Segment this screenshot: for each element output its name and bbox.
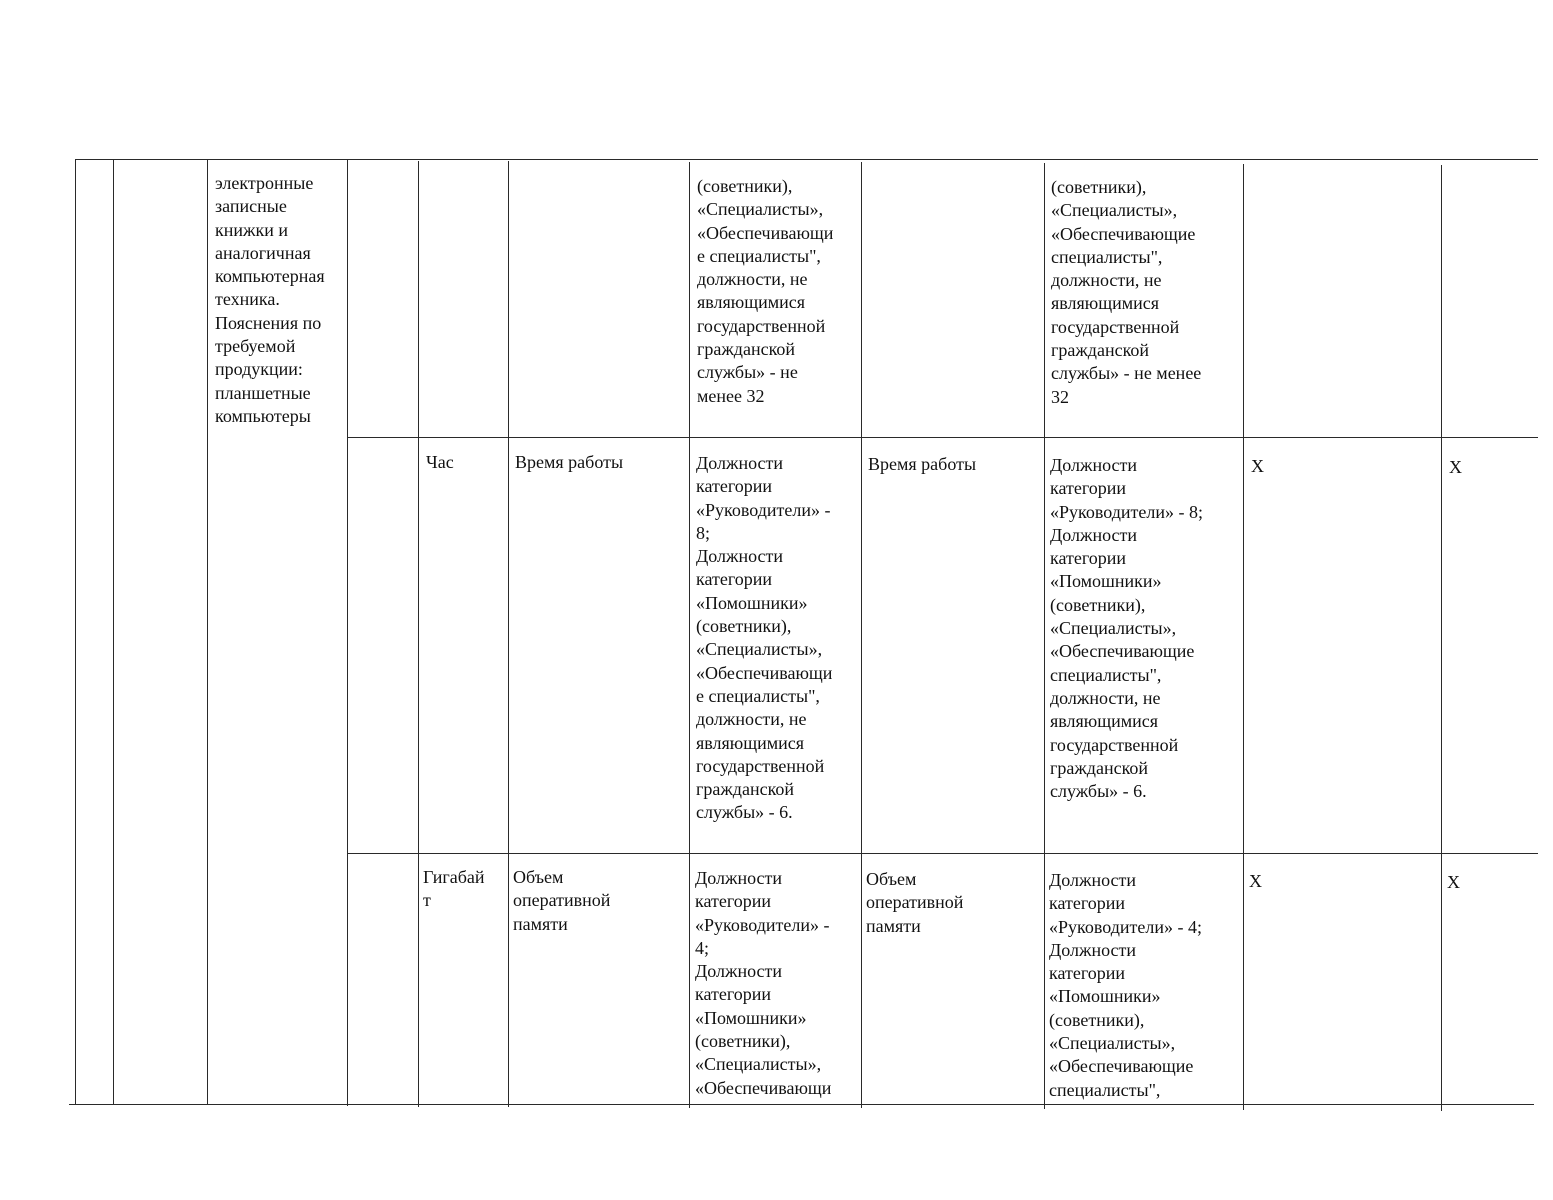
mark-cell-2: X (1447, 872, 1460, 892)
column-border (75, 159, 76, 1105)
product-description-cell: электронные записные книжки и аналогичная компьютерная техника. Пояснения по требуемой продукции: планшетные компьютеры (215, 173, 325, 426)
unit-cell: Гигабай т (423, 867, 485, 911)
requirement-value-cell-2: (советники), «Специалисты», «Обеспечивающие специалисты", должности, не являющимися государственной гражданской службы» - не менее 32 (1051, 177, 1202, 407)
characteristic-cell-2: Время работы (868, 454, 977, 474)
table-top-border (75, 159, 1538, 160)
row-border (347, 853, 1538, 854)
column-border (508, 161, 509, 1107)
requirement-value-cell-2: Должности категории «Руководители» - 8; Должности категории «Помошники» (советники), «Специалисты», «Обеспечивающие специалисты", должности, не являющимися государственной гражданской службы» - 6. (1050, 455, 1203, 802)
mark-cell: X (1249, 871, 1262, 891)
table-bottom-border (69, 1104, 1534, 1105)
requirement-value-cell: Должности категории «Руководители» - 8; Должности категории «Помошники» (советники), «Специалисты», «Обеспечивающи е специалисты", должности, не являющимися государственной гражданской службы» - 6. (696, 453, 833, 823)
column-border (1243, 164, 1244, 1110)
characteristic-cell: Время работы (515, 452, 624, 472)
column-border (207, 159, 208, 1105)
column-border (861, 162, 862, 1108)
characteristic-cell: Объем оперативной памяти (513, 867, 611, 934)
column-border (689, 162, 690, 1108)
mark-cell: X (1251, 456, 1264, 476)
unit-cell: Час (426, 452, 454, 472)
mark-cell-2: X (1449, 457, 1462, 477)
requirement-value-cell: Должности категории «Руководители» - 4; Должности категории «Помошники» (советники), «Специалисты», «Обеспечивающи (695, 868, 832, 1098)
column-border (418, 161, 419, 1107)
column-border (1441, 165, 1442, 1111)
row-border (347, 437, 1538, 438)
characteristic-cell-2: Объем оперативной памяти (866, 869, 964, 936)
column-border (113, 159, 114, 1105)
column-border (1044, 163, 1045, 1109)
column-border (347, 160, 348, 1106)
requirement-value-cell: (советники), «Специалисты», «Обеспечивающи е специалисты", должности, не являющимися государственной гражданской службы» - не менее 32 (697, 176, 834, 406)
requirement-value-cell-2: Должности категории «Руководители» - 4; Должности категории «Помошники» (советники), «Специалисты», «Обеспечивающие специалисты", (1049, 870, 1202, 1100)
